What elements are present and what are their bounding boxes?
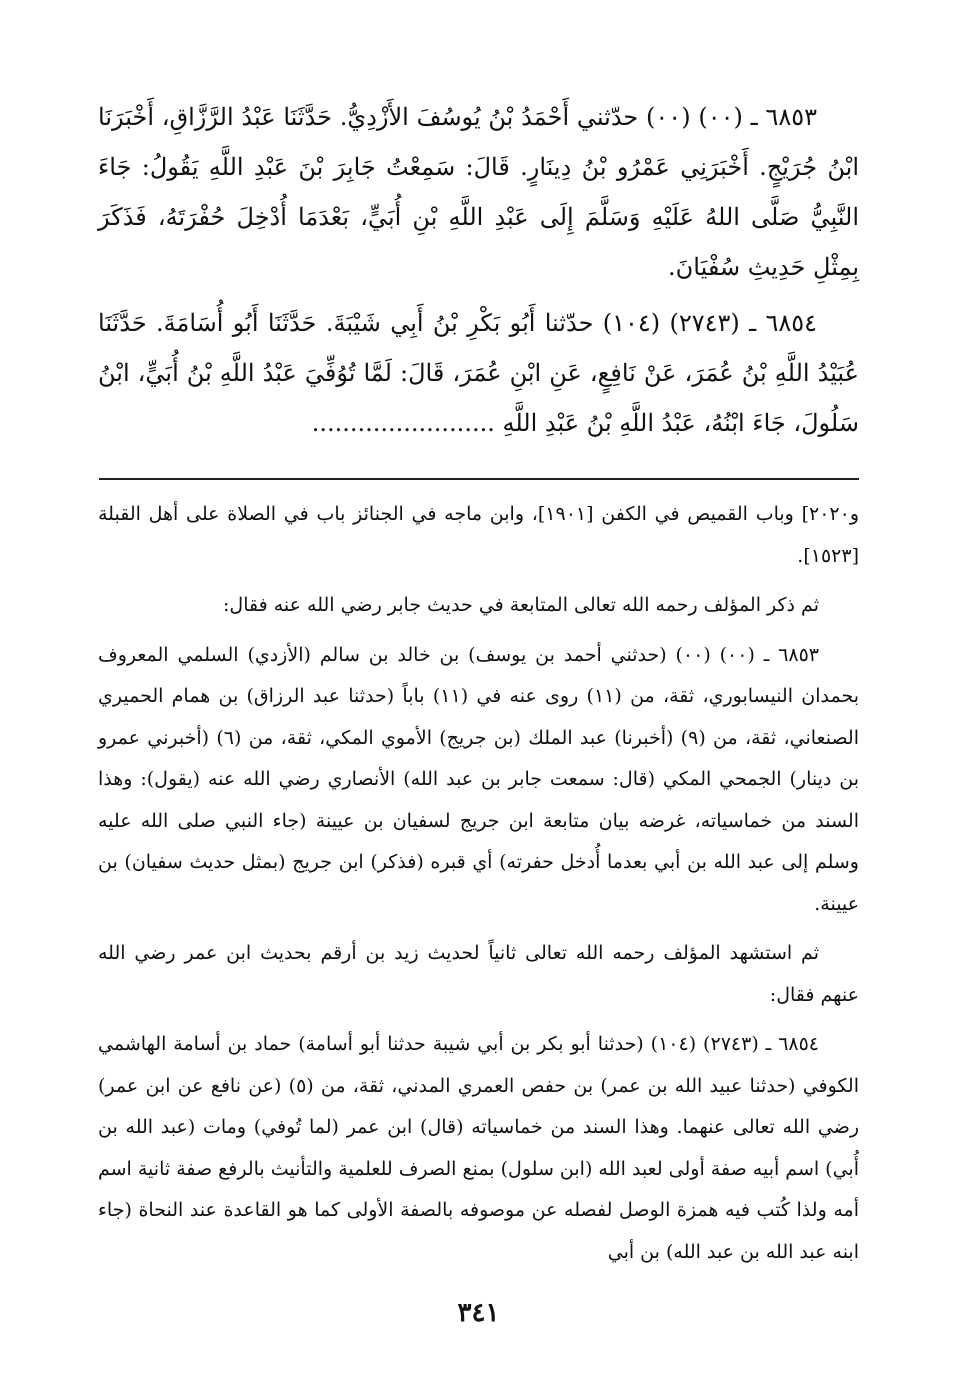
commentary-continuation: و٢٠٢٠] وباب القميص في الكفن [١٩٠١]، وابن ماجه في الجنائز باب في الصلاة على أهل القبلة [١٥٢٣]. [98, 503, 859, 567]
page-number: ٣٤١ [457, 1298, 500, 1328]
hadith-6854: ٦٨٥٤ ـ (٢٧٤٣) (١٠٤) حدّثنا أَبُو بَكْرِ بْنُ أَبِي شَيْبَةَ. حَدَّثَنَا أَبُو أُسَامَةَ. حَدَّثَنَا عُبَيْدُ اللَّهِ بْنُ عُمَرَ، عَنْ نَافِعٍ، عَنِ ابْنِ عُمَرَ، قَالَ: لَمَّا تُوُفِّيَ عَبْدُ اللَّهِ بْنُ أُبَيٍّ، ابْنُ سَلُولَ، جَاءَ ابْنُهُ، عَبْدُ اللَّهِ بْنُ عَبْدِ اللَّهِ ........................ [98, 309, 859, 437]
hadith-text-section [98, 92, 859, 448]
hadith-6853: ٦٨٥٣ ـ (٠٠) (٠٠) حدّثني أَحْمَدُ بْنُ يُوسُفَ الأَزْدِيُّ. حَدَّثَنَا عَبْدُ الرَّزَّاقِ، أَخْبَرَنَا ابْنُ جُرَيْجٍ. أَخْبَرَنِي عَمْرُو بْنُ دِينَارٍ. قَالَ: سَمِعْتُ جَابِرَ بْنَ عَبْدِ اللَّهِ يَقُولُ: جَاءَ النَّبِيُّ صَلَّى اللهُ عَلَيْهِ وَسَلَّمَ إِلَى عَبْدِ اللَّهِ بْنِ أُبَيٍّ، بَعْدَمَا أُدْخِلَ حُفْرَتَهُ، فَذَكَرَ بِمِثْلِ حَدِيثِ سُفْيَانَ. [98, 103, 859, 281]
commentary-intro-istishhad: ثم استشهد المؤلف رحمه الله تعالى ثانياً لحديث زيد بن أرقم بحديث ابن عمر رضي الله عنهم فقال: [98, 942, 859, 1006]
commentary-6853: ٦٨٥٣ ـ (٠٠) (٠٠) (حدثني أحمد بن يوسف) بن خالد بن سالم (الأزدي) السلمي المعروف بحمدان النيسابوري، ثقة، من (١١) روى عنه في (١١) باباً (حدثنا عبد الرزاق) بن همام الحميري الصنعاني، ثقة، من (٩) (أخبرنا) عبد الملك (بن جريج) الأموي المكي، ثقة، من (٦) (أخبرني عمرو بن دينار) الجمحي المكي (قال: سمعت جابر بن عبد الله) الأنصاري رضي الله عنه (يقول): وهذا السند من خماسياته، غرضه بيان متابعة ابن جريج لسفيان بن عيينة (جاء النبي صلى الله عليه وسلم إلى عبد الله بن أبي بعدما أُدخل حفرته) أي قبره (فذكر) ابن جريج (بمثل حديث سفيان) بن عيينة. [98, 643, 860, 915]
footnote-divider [99, 478, 859, 480]
commentary-6854: ٦٨٥٤ ـ (٢٧٤٣) (١٠٤) (حدثنا أبو بكر بن أبي شيبة حدثنا أبو أسامة) حماد بن أسامة الهاشمي الكوفي (حدثنا عبيد الله بن عمر) بن حفص العمري المدني، ثقة، من (٥) (عن نافع عن ابن عمر) رضي الله تعالى عنهما. وهذا السند من خماسياته (قال) ابن عمر (لما تُوفي) ومات (عبد الله بن أُبي) اسم أبيه صفة أولى لعبد الله (ابن سلول) بمنع الصرف للعلمية والتأنيث بالرفع صفة ثانية اسم أمه ولذا كُتب فيه همزة الوصل لفصله عن موصوفه بالصفة الأولى كما هو القاعدة عند النحاة (جاء ابنه عبد الله بن عبد الله) بن أبي [97, 1033, 859, 1263]
commentary-intro-mutaba: ثم ذكر المؤلف رحمه الله تعالى المتابعة في حديث جابر رضي الله عنه فقال: [222, 594, 819, 616]
commentary-section [98, 494, 859, 1273]
